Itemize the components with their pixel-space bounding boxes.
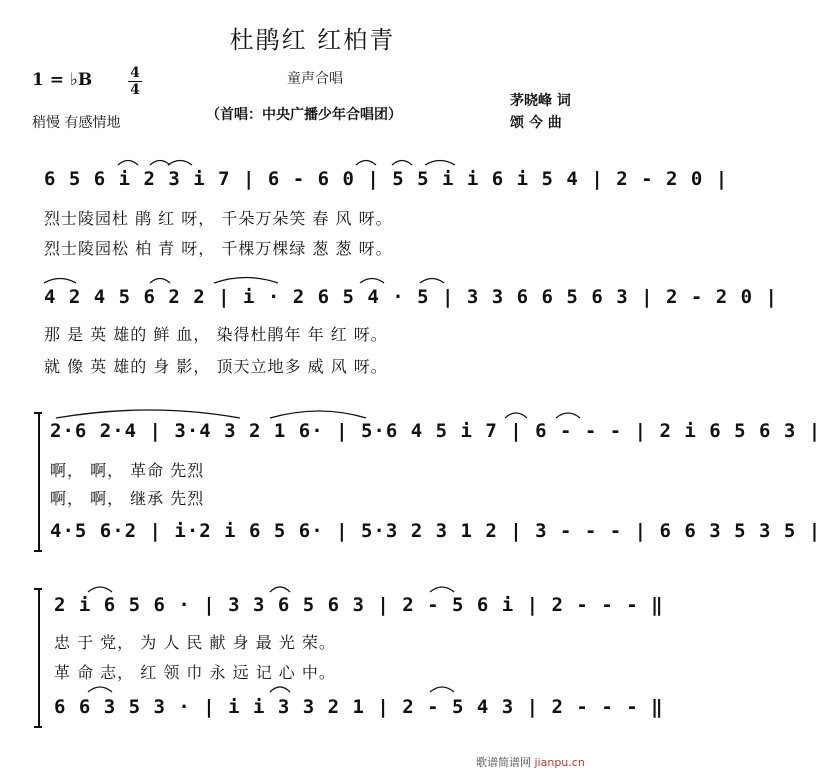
performance-type: 童声合唱 bbox=[287, 71, 343, 87]
slur bbox=[150, 161, 170, 166]
slur bbox=[150, 279, 170, 284]
system-bracket-4 bbox=[38, 588, 40, 728]
lyric-row-1-verse-1: 烈士陵园杜 鹃 红 呀， 千朵万朵笑 春 风 呀。 bbox=[44, 209, 393, 228]
lyricist-credit: 茅晓峰 词 bbox=[510, 93, 571, 109]
composer-credit: 颂 今 曲 bbox=[510, 115, 562, 131]
slur bbox=[88, 587, 112, 592]
lyric-row-4-verse-1: 忠 于 党， 为 人 民 献 身 最 光 荣。 bbox=[54, 633, 336, 652]
notation-row-4-upper: 2 i 6 5 6 · | 3 3 6 5 6 3 | 2 - 5 6 i | 2 - - - ‖ bbox=[54, 594, 664, 616]
slur bbox=[118, 161, 138, 166]
slur bbox=[425, 161, 455, 166]
watermark bbox=[476, 754, 585, 770]
slur bbox=[270, 687, 290, 692]
notation-row-4-lower: 6 6 3 5 3 · | i i 3 3 2 1 | 2 - 5 4 3 | 2 - - - ‖ bbox=[54, 696, 664, 718]
lyric-row-2-verse-1: 那 是 英 雄的 鲜 血， 染得杜鹃年 年 红 呀。 bbox=[44, 325, 388, 344]
notation-row-1: 6 5 6 i 2 3 i 7 | 6 - 6 0 | 5 5 i i 6 i 5 4 | 2 - 2 0 | bbox=[44, 168, 729, 190]
tempo-expression: 稍慢 有感情地 bbox=[32, 115, 121, 131]
slur bbox=[356, 161, 376, 166]
slur bbox=[556, 413, 580, 418]
slur bbox=[430, 587, 454, 592]
key-signature: 1 = ♭B bbox=[32, 70, 93, 90]
notation-row-3-upper: 2·6 2·4 | 3·4 3 2 1 6· | 5·6 4 5 i 7 | 6 - - - | 2 i 6 5 6 3 | bbox=[50, 420, 821, 442]
slur bbox=[505, 413, 527, 418]
time-signature-bottom: 4 bbox=[130, 82, 140, 98]
watermark-domain: jianpu.cn bbox=[534, 756, 585, 769]
bracket-bottom-4 bbox=[34, 726, 42, 728]
bracket-top-4 bbox=[34, 588, 42, 590]
slur bbox=[88, 687, 112, 692]
slur bbox=[360, 279, 384, 284]
notation-row-2: 4 2 4 5 6 2 2 | i · 2 6 5 4 · 5 | 3 3 6 6 5 6 3 | 2 - 2 0 | bbox=[44, 286, 778, 308]
slur bbox=[420, 279, 444, 284]
slur bbox=[56, 410, 240, 418]
bracket-bottom-3 bbox=[34, 550, 42, 552]
slur bbox=[392, 161, 412, 166]
watermark-site-name: 歌谱简谱网 bbox=[476, 756, 531, 769]
lyric-row-1-verse-2: 烈士陵园松 柏 青 呀， 千棵万棵绿 葱 葱 呀。 bbox=[44, 239, 393, 258]
slur bbox=[270, 411, 366, 418]
lyric-row-3-verse-2: 啊， 啊， 继承 先烈 bbox=[50, 489, 205, 508]
slur bbox=[430, 687, 454, 692]
slur bbox=[44, 279, 76, 284]
lyric-row-2-verse-2: 就 像 英 雄的 身 影， 顶天立地多 威 风 呀。 bbox=[44, 357, 388, 376]
lyric-row-4-verse-2: 革 命 志， 红 领 巾 永 远 记 心 中。 bbox=[54, 663, 336, 682]
slur bbox=[214, 278, 278, 284]
notation-row-3-lower: 4·5 6·2 | i·2 i 6 5 6· | 5·3 2 3 1 2 | 3 - - - | 6 6 3 5 3 5 | bbox=[50, 520, 821, 542]
slur bbox=[270, 587, 290, 592]
first-singer: （首唱：中央广播少年合唱团） bbox=[206, 107, 402, 123]
time-signature bbox=[128, 66, 142, 97]
slur bbox=[168, 161, 192, 166]
bracket-top-3 bbox=[34, 412, 42, 414]
lyric-row-3-verse-1: 啊， 啊， 革命 先烈 bbox=[50, 461, 205, 480]
time-signature-top: 4 bbox=[130, 65, 140, 81]
song-title: 杜鹃红 红柏青 bbox=[229, 26, 396, 54]
system-bracket-3 bbox=[38, 412, 40, 552]
